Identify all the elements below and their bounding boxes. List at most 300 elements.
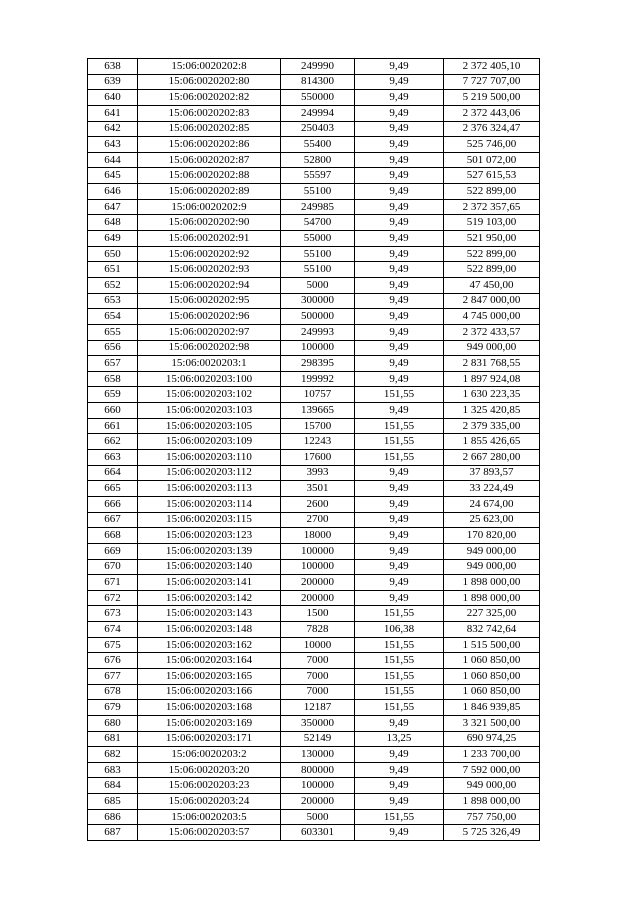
- row-number-cell: 680: [88, 715, 138, 731]
- value-cell: 2 372 443,06: [444, 105, 540, 121]
- rate-cell: 151,55: [355, 668, 444, 684]
- area-cell: 7828: [281, 622, 355, 638]
- rate-cell: 9,49: [355, 246, 444, 262]
- cadastral-number-cell: 15:06:0020202:93: [138, 262, 281, 278]
- table-row: [88, 684, 540, 700]
- value-cell: 2 831 768,55: [444, 356, 540, 372]
- row-number-cell: 659: [88, 387, 138, 403]
- value-cell: 1 233 700,00: [444, 747, 540, 763]
- value-cell: 949 000,00: [444, 340, 540, 356]
- area-cell: 350000: [281, 715, 355, 731]
- rate-cell: 9,49: [355, 184, 444, 200]
- area-cell: 500000: [281, 309, 355, 325]
- value-cell: 33 224,49: [444, 481, 540, 497]
- rate-cell: 9,49: [355, 403, 444, 419]
- cadastral-number-cell: 15:06:0020202:95: [138, 293, 281, 309]
- cadastral-number-cell: 15:06:0020203:123: [138, 528, 281, 544]
- cadastral-number-cell: 15:06:0020203:139: [138, 543, 281, 559]
- table-row: [88, 590, 540, 606]
- value-cell: 1 060 850,00: [444, 684, 540, 700]
- rate-cell: 9,49: [355, 778, 444, 794]
- row-number-cell: 685: [88, 794, 138, 810]
- value-cell: 1 898 000,00: [444, 794, 540, 810]
- area-cell: 55400: [281, 137, 355, 153]
- area-cell: 52149: [281, 731, 355, 747]
- table-row: [88, 715, 540, 731]
- area-cell: 250403: [281, 121, 355, 137]
- value-cell: 1 630 223,35: [444, 387, 540, 403]
- table-row: [88, 668, 540, 684]
- cadastral-number-cell: 15:06:0020203:23: [138, 778, 281, 794]
- area-cell: 2700: [281, 512, 355, 528]
- area-cell: 55100: [281, 246, 355, 262]
- cadastral-number-cell: 15:06:0020203:165: [138, 668, 281, 684]
- table-row: [88, 762, 540, 778]
- row-number-cell: 660: [88, 403, 138, 419]
- value-cell: 7 727 707,00: [444, 74, 540, 90]
- value-cell: 949 000,00: [444, 778, 540, 794]
- table-body: [88, 59, 540, 841]
- cadastral-number-cell: 15:06:0020202:85: [138, 121, 281, 137]
- value-cell: 7 592 000,00: [444, 762, 540, 778]
- area-cell: 55100: [281, 262, 355, 278]
- cadastral-number-cell: 15:06:0020202:83: [138, 105, 281, 121]
- table-row: [88, 731, 540, 747]
- row-number-cell: 676: [88, 653, 138, 669]
- row-number-cell: 652: [88, 277, 138, 293]
- area-cell: 15700: [281, 418, 355, 434]
- rate-cell: 9,49: [355, 324, 444, 340]
- rate-cell: 9,49: [355, 543, 444, 559]
- rate-cell: 9,49: [355, 356, 444, 372]
- area-cell: 3501: [281, 481, 355, 497]
- rate-cell: 9,49: [355, 137, 444, 153]
- cadastral-number-cell: 15:06:0020203:162: [138, 637, 281, 653]
- value-cell: 47 450,00: [444, 277, 540, 293]
- cadastral-number-cell: 15:06:0020202:9: [138, 199, 281, 215]
- area-cell: 550000: [281, 90, 355, 106]
- table-row: [88, 74, 540, 90]
- row-number-cell: 655: [88, 324, 138, 340]
- rate-cell: 9,49: [355, 465, 444, 481]
- value-cell: 527 615,53: [444, 168, 540, 184]
- rate-cell: 9,49: [355, 90, 444, 106]
- cadastral-number-cell: 15:06:0020202:90: [138, 215, 281, 231]
- cadastral-number-cell: 15:06:0020203:109: [138, 434, 281, 450]
- row-number-cell: 661: [88, 418, 138, 434]
- table-row: [88, 168, 540, 184]
- row-number-cell: 650: [88, 246, 138, 262]
- cadastral-number-cell: 15:06:0020203:103: [138, 403, 281, 419]
- cadastral-number-cell: 15:06:0020202:92: [138, 246, 281, 262]
- value-cell: 1 060 850,00: [444, 668, 540, 684]
- cadastral-number-cell: 15:06:0020203:115: [138, 512, 281, 528]
- row-number-cell: 678: [88, 684, 138, 700]
- rate-cell: 151,55: [355, 700, 444, 716]
- area-cell: 2600: [281, 496, 355, 512]
- value-cell: 3 321 500,00: [444, 715, 540, 731]
- rate-cell: 9,49: [355, 825, 444, 841]
- area-cell: 12243: [281, 434, 355, 450]
- rate-cell: 9,49: [355, 231, 444, 247]
- row-number-cell: 643: [88, 137, 138, 153]
- rate-cell: 9,49: [355, 794, 444, 810]
- value-cell: 5 725 326,49: [444, 825, 540, 841]
- row-number-cell: 658: [88, 371, 138, 387]
- row-number-cell: 646: [88, 184, 138, 200]
- value-cell: 522 899,00: [444, 262, 540, 278]
- row-number-cell: 668: [88, 528, 138, 544]
- area-cell: 139665: [281, 403, 355, 419]
- table-row: [88, 809, 540, 825]
- value-cell: 501 072,00: [444, 152, 540, 168]
- value-cell: 4 745 000,00: [444, 309, 540, 325]
- rate-cell: 151,55: [355, 809, 444, 825]
- area-cell: 52800: [281, 152, 355, 168]
- row-number-cell: 648: [88, 215, 138, 231]
- land-cadastre-table: [87, 58, 540, 841]
- table-row: [88, 450, 540, 466]
- cadastral-number-cell: 15:06:0020203:5: [138, 809, 281, 825]
- rate-cell: 9,49: [355, 528, 444, 544]
- table-row: [88, 794, 540, 810]
- cadastral-number-cell: 15:06:0020203:164: [138, 653, 281, 669]
- cadastral-number-cell: 15:06:0020203:20: [138, 762, 281, 778]
- cadastral-number-cell: 15:06:0020202:80: [138, 74, 281, 90]
- table-row: [88, 825, 540, 841]
- area-cell: 100000: [281, 778, 355, 794]
- cadastral-number-cell: 15:06:0020203:24: [138, 794, 281, 810]
- table-row: [88, 59, 540, 75]
- table-row: [88, 137, 540, 153]
- rate-cell: 151,55: [355, 418, 444, 434]
- row-number-cell: 654: [88, 309, 138, 325]
- table-row: [88, 152, 540, 168]
- cadastral-number-cell: 15:06:0020203:140: [138, 559, 281, 575]
- row-number-cell: 672: [88, 590, 138, 606]
- value-cell: 170 820,00: [444, 528, 540, 544]
- table-row: [88, 543, 540, 559]
- value-cell: 1 898 000,00: [444, 590, 540, 606]
- row-number-cell: 639: [88, 74, 138, 90]
- area-cell: 7000: [281, 684, 355, 700]
- cadastral-number-cell: 15:06:0020203:142: [138, 590, 281, 606]
- area-cell: 814300: [281, 74, 355, 90]
- table-row: [88, 199, 540, 215]
- area-cell: 100000: [281, 559, 355, 575]
- rate-cell: 9,49: [355, 262, 444, 278]
- cadastral-number-cell: 15:06:0020203:168: [138, 700, 281, 716]
- row-number-cell: 686: [88, 809, 138, 825]
- table-row: [88, 528, 540, 544]
- table-row: [88, 356, 540, 372]
- row-number-cell: 665: [88, 481, 138, 497]
- rate-cell: 9,49: [355, 215, 444, 231]
- rate-cell: 151,55: [355, 450, 444, 466]
- rate-cell: 9,49: [355, 121, 444, 137]
- row-number-cell: 647: [88, 199, 138, 215]
- rate-cell: 9,49: [355, 481, 444, 497]
- area-cell: 298395: [281, 356, 355, 372]
- cadastral-number-cell: 15:06:0020203:1: [138, 356, 281, 372]
- rate-cell: 9,49: [355, 59, 444, 75]
- row-number-cell: 656: [88, 340, 138, 356]
- table-row: [88, 559, 540, 575]
- value-cell: 757 750,00: [444, 809, 540, 825]
- area-cell: 249994: [281, 105, 355, 121]
- area-cell: 200000: [281, 575, 355, 591]
- table-row: [88, 481, 540, 497]
- value-cell: 949 000,00: [444, 559, 540, 575]
- area-cell: 12187: [281, 700, 355, 716]
- cadastral-number-cell: 15:06:0020202:88: [138, 168, 281, 184]
- value-cell: 519 103,00: [444, 215, 540, 231]
- table-row: [88, 653, 540, 669]
- table-row: [88, 387, 540, 403]
- cadastral-number-cell: 15:06:0020203:169: [138, 715, 281, 731]
- rate-cell: 9,49: [355, 340, 444, 356]
- table-row: [88, 309, 540, 325]
- value-cell: 1 325 420,85: [444, 403, 540, 419]
- rate-cell: 9,49: [355, 105, 444, 121]
- rate-cell: 9,49: [355, 762, 444, 778]
- table-row: [88, 575, 540, 591]
- rate-cell: 9,49: [355, 168, 444, 184]
- area-cell: 7000: [281, 668, 355, 684]
- row-number-cell: 644: [88, 152, 138, 168]
- area-cell: 249985: [281, 199, 355, 215]
- row-number-cell: 682: [88, 747, 138, 763]
- row-number-cell: 640: [88, 90, 138, 106]
- table-row: [88, 403, 540, 419]
- row-number-cell: 683: [88, 762, 138, 778]
- area-cell: 7000: [281, 653, 355, 669]
- value-cell: 521 950,00: [444, 231, 540, 247]
- row-number-cell: 642: [88, 121, 138, 137]
- row-number-cell: 674: [88, 622, 138, 638]
- value-cell: 525 746,00: [444, 137, 540, 153]
- rate-cell: 106,38: [355, 622, 444, 638]
- table-row: [88, 434, 540, 450]
- value-cell: 5 219 500,00: [444, 90, 540, 106]
- value-cell: 2 372 405,10: [444, 59, 540, 75]
- area-cell: 130000: [281, 747, 355, 763]
- rate-cell: 9,49: [355, 293, 444, 309]
- area-cell: 55100: [281, 184, 355, 200]
- value-cell: 690 974,25: [444, 731, 540, 747]
- value-cell: 832 742,64: [444, 622, 540, 638]
- cadastral-number-cell: 15:06:0020202:87: [138, 152, 281, 168]
- table-row: [88, 637, 540, 653]
- cadastral-number-cell: 15:06:0020203:105: [138, 418, 281, 434]
- table-row: [88, 105, 540, 121]
- area-cell: 199992: [281, 371, 355, 387]
- rate-cell: 9,49: [355, 199, 444, 215]
- row-number-cell: 666: [88, 496, 138, 512]
- rate-cell: 151,55: [355, 637, 444, 653]
- rate-cell: 9,49: [355, 575, 444, 591]
- rate-cell: 9,49: [355, 74, 444, 90]
- area-cell: 10000: [281, 637, 355, 653]
- row-number-cell: 684: [88, 778, 138, 794]
- row-number-cell: 687: [88, 825, 138, 841]
- value-cell: 1 060 850,00: [444, 653, 540, 669]
- area-cell: 5000: [281, 809, 355, 825]
- cadastral-number-cell: 15:06:0020203:2: [138, 747, 281, 763]
- value-cell: 522 899,00: [444, 246, 540, 262]
- value-cell: 2 376 324,47: [444, 121, 540, 137]
- cadastral-number-cell: 15:06:0020202:86: [138, 137, 281, 153]
- row-number-cell: 679: [88, 700, 138, 716]
- row-number-cell: 669: [88, 543, 138, 559]
- area-cell: 55000: [281, 231, 355, 247]
- value-cell: 1 898 000,00: [444, 575, 540, 591]
- cadastral-number-cell: 15:06:0020202:97: [138, 324, 281, 340]
- rate-cell: 9,49: [355, 747, 444, 763]
- row-number-cell: 671: [88, 575, 138, 591]
- rate-cell: 151,55: [355, 434, 444, 450]
- rate-cell: 9,49: [355, 371, 444, 387]
- value-cell: 2 372 433,57: [444, 324, 540, 340]
- table-row: [88, 778, 540, 794]
- rate-cell: 9,49: [355, 559, 444, 575]
- table-row: [88, 324, 540, 340]
- area-cell: 100000: [281, 543, 355, 559]
- area-cell: 200000: [281, 590, 355, 606]
- row-number-cell: 645: [88, 168, 138, 184]
- table-row: [88, 231, 540, 247]
- area-cell: 54700: [281, 215, 355, 231]
- cadastral-number-cell: 15:06:0020203:57: [138, 825, 281, 841]
- row-number-cell: 677: [88, 668, 138, 684]
- table-row: [88, 184, 540, 200]
- table-row: [88, 606, 540, 622]
- area-cell: 17600: [281, 450, 355, 466]
- rate-cell: 9,49: [355, 277, 444, 293]
- area-cell: 10757: [281, 387, 355, 403]
- value-cell: 2 847 000,00: [444, 293, 540, 309]
- table-row: [88, 418, 540, 434]
- table-row: [88, 215, 540, 231]
- table-row: [88, 121, 540, 137]
- area-cell: 55597: [281, 168, 355, 184]
- rate-cell: 151,55: [355, 387, 444, 403]
- rate-cell: 9,49: [355, 496, 444, 512]
- cadastral-number-cell: 15:06:0020203:141: [138, 575, 281, 591]
- cadastral-number-cell: 15:06:0020203:113: [138, 481, 281, 497]
- cadastral-number-cell: 15:06:0020202:91: [138, 231, 281, 247]
- area-cell: 1500: [281, 606, 355, 622]
- rate-cell: 151,55: [355, 606, 444, 622]
- cadastral-number-cell: 15:06:0020203:102: [138, 387, 281, 403]
- table-row: [88, 277, 540, 293]
- rate-cell: 13,25: [355, 731, 444, 747]
- row-number-cell: 673: [88, 606, 138, 622]
- cadastral-number-cell: 15:06:0020202:82: [138, 90, 281, 106]
- value-cell: 2 372 357,65: [444, 199, 540, 215]
- area-cell: 100000: [281, 340, 355, 356]
- table-row: [88, 496, 540, 512]
- area-cell: 5000: [281, 277, 355, 293]
- cadastral-number-cell: 15:06:0020203:114: [138, 496, 281, 512]
- table-row: [88, 512, 540, 528]
- area-cell: 200000: [281, 794, 355, 810]
- cadastral-number-cell: 15:06:0020202:96: [138, 309, 281, 325]
- row-number-cell: 681: [88, 731, 138, 747]
- table-row: [88, 622, 540, 638]
- cadastral-number-cell: 15:06:0020202:98: [138, 340, 281, 356]
- rate-cell: 9,49: [355, 309, 444, 325]
- area-cell: 249993: [281, 324, 355, 340]
- value-cell: 227 325,00: [444, 606, 540, 622]
- rate-cell: 9,49: [355, 152, 444, 168]
- row-number-cell: 657: [88, 356, 138, 372]
- value-cell: 2 667 280,00: [444, 450, 540, 466]
- cadastral-number-cell: 15:06:0020203:148: [138, 622, 281, 638]
- value-cell: 949 000,00: [444, 543, 540, 559]
- table-row: [88, 465, 540, 481]
- cadastral-number-cell: 15:06:0020203:166: [138, 684, 281, 700]
- rate-cell: 151,55: [355, 653, 444, 669]
- table-row: [88, 747, 540, 763]
- row-number-cell: 663: [88, 450, 138, 466]
- table-row: [88, 262, 540, 278]
- cadastral-number-cell: 15:06:0020202:94: [138, 277, 281, 293]
- value-cell: 1 897 924,08: [444, 371, 540, 387]
- row-number-cell: 638: [88, 59, 138, 75]
- cadastral-number-cell: 15:06:0020203:100: [138, 371, 281, 387]
- area-cell: 18000: [281, 528, 355, 544]
- area-cell: 3993: [281, 465, 355, 481]
- value-cell: 37 893,57: [444, 465, 540, 481]
- table-row: [88, 340, 540, 356]
- row-number-cell: 649: [88, 231, 138, 247]
- table-row: [88, 700, 540, 716]
- area-cell: 800000: [281, 762, 355, 778]
- rate-cell: 151,55: [355, 684, 444, 700]
- row-number-cell: 667: [88, 512, 138, 528]
- area-cell: 603301: [281, 825, 355, 841]
- table-row: [88, 371, 540, 387]
- value-cell: 25 623,00: [444, 512, 540, 528]
- cadastral-number-cell: 15:06:0020203:110: [138, 450, 281, 466]
- value-cell: 24 674,00: [444, 496, 540, 512]
- cadastral-number-cell: 15:06:0020203:112: [138, 465, 281, 481]
- row-number-cell: 653: [88, 293, 138, 309]
- table-row: [88, 293, 540, 309]
- cadastral-number-cell: 15:06:0020203:143: [138, 606, 281, 622]
- area-cell: 249990: [281, 59, 355, 75]
- rate-cell: 9,49: [355, 590, 444, 606]
- area-cell: 300000: [281, 293, 355, 309]
- row-number-cell: 662: [88, 434, 138, 450]
- cadastral-number-cell: 15:06:0020203:171: [138, 731, 281, 747]
- row-number-cell: 641: [88, 105, 138, 121]
- cadastral-number-cell: 15:06:0020202:89: [138, 184, 281, 200]
- table-row: [88, 246, 540, 262]
- value-cell: 1 515 500,00: [444, 637, 540, 653]
- value-cell: 1 846 939,85: [444, 700, 540, 716]
- row-number-cell: 670: [88, 559, 138, 575]
- cadastral-number-cell: 15:06:0020202:8: [138, 59, 281, 75]
- rate-cell: 9,49: [355, 512, 444, 528]
- rate-cell: 9,49: [355, 715, 444, 731]
- value-cell: 1 855 426,65: [444, 434, 540, 450]
- value-cell: 522 899,00: [444, 184, 540, 200]
- row-number-cell: 651: [88, 262, 138, 278]
- row-number-cell: 664: [88, 465, 138, 481]
- value-cell: 2 379 335,00: [444, 418, 540, 434]
